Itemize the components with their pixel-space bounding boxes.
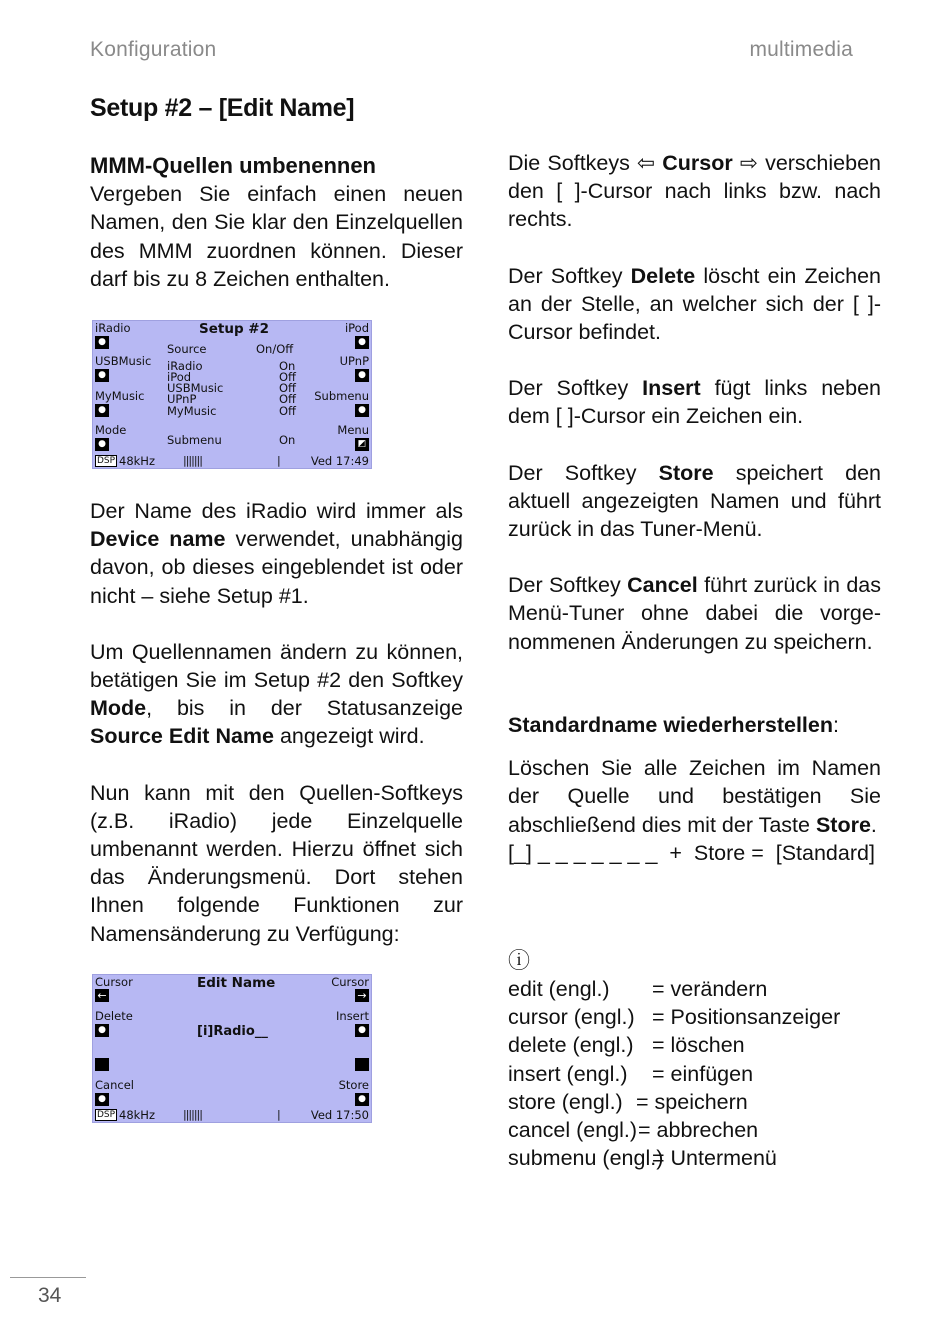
source-row-state: Off — [279, 370, 296, 384]
screen-title: Edit Name — [197, 975, 276, 991]
mode-paragraph: Um Quellennamen ändern zu können, betätigen Sie im Setup #2 den Softkey Mode, bis in der Statusanzeige Source Edit Name angezeigt wird. — [90, 639, 463, 749]
source-row-name: UPnP — [167, 392, 197, 406]
softkey-label-upnp: UPnP — [339, 354, 369, 368]
source-row-state: Off — [279, 392, 296, 406]
softkey-label-store: Store — [338, 1078, 369, 1092]
clock: Ved 17:49 — [310, 454, 369, 468]
arrow-left-icon[interactable]: ← — [95, 989, 109, 1002]
softkey-label-submenu: Submenu — [314, 389, 369, 403]
source-row-state: Off — [279, 381, 296, 395]
softkey-label-mode: Mode — [95, 423, 127, 437]
separator: | — [277, 1108, 280, 1121]
softkey-dot-icon[interactable]: ● — [95, 438, 109, 451]
section-heading: MMM-Quellen umbenennen — [90, 153, 376, 178]
submenu-label: Submenu — [167, 433, 222, 447]
standard-name-sequence: [_] _ _ _ _ _ _ _ + Store = [Standard] — [508, 840, 875, 865]
column-source: Source — [167, 342, 207, 356]
softkey-dot-icon[interactable]: ● — [95, 1093, 109, 1106]
source-row-name: iRadio — [167, 359, 203, 373]
sample-rate: 48kHz — [119, 454, 155, 468]
right-column — [508, 149, 881, 684]
edit-name-value: [i]Radio__ — [197, 1024, 268, 1039]
cursor-paragraph: Die Softkeys ⇦ Cursor ⇨ verschieben den [ ]-Cursor nach links bzw. nach rechts. — [508, 151, 881, 232]
header-brand-label: multimedia — [749, 38, 853, 61]
source-row-state: Off — [279, 404, 296, 418]
softkey-label-iradio: iRadio — [95, 321, 131, 335]
sample-rate: 48kHz — [119, 1108, 155, 1122]
screen-title: Setup #2 — [199, 321, 270, 337]
softkey-dot-icon[interactable]: ● — [355, 369, 369, 382]
arrow-right-icon[interactable]: → — [355, 989, 369, 1002]
standard-name-heading: Standardname wiederherstellen: — [508, 713, 839, 737]
dsp-badge: DSP — [97, 456, 116, 466]
source-row-state: On — [279, 359, 296, 373]
softkey-dot-icon[interactable]: ● — [95, 404, 109, 417]
softkey-dot-icon[interactable]: ● — [355, 336, 369, 349]
cancel-paragraph: Der Softkey Cancel führt zurück in das Menü-Tuner ohne dabei die vorgenommenen Änderungen zu speichern. — [508, 573, 882, 654]
info-icon: ⓘ — [508, 948, 531, 973]
softkey-blank-icon[interactable] — [355, 1058, 369, 1071]
softkey-dot-icon[interactable]: ● — [95, 369, 109, 382]
softkey-dot-icon[interactable]: ● — [355, 1024, 369, 1037]
store-paragraph: Der Softkey Store speichert den aktuell angezeigten Namen und führt zurück in das Tuner-Menü. — [508, 460, 882, 542]
source-row-name: USBMusic — [167, 381, 224, 395]
standard-name-section — [508, 711, 881, 867]
softkey-label-cancel: Cancel — [95, 1078, 134, 1092]
softkey-dot-icon[interactable]: ● — [95, 1024, 109, 1037]
submenu-state: On — [279, 433, 296, 447]
softkey-label-insert: Insert — [336, 1009, 369, 1023]
menu-icon[interactable]: ◩ — [355, 438, 369, 451]
left-column — [90, 152, 463, 321]
dsp-badge: DSP — [97, 1110, 116, 1120]
page-title: Setup #2 – [Edit Name] — [90, 94, 355, 122]
page-number: 34 — [38, 1284, 62, 1307]
softkey-label-delete: Delete — [95, 1009, 133, 1023]
level-bars: ||||||| — [183, 1108, 202, 1121]
header-section-label: Konfiguration — [90, 38, 217, 61]
softkey-dot-icon[interactable]: ● — [355, 1093, 369, 1106]
softkey-label-ipod: iPod — [344, 321, 369, 335]
intro-paragraph: Vergeben Sie einfach einen neuen Namen, den Sie klar den Einzelquellen des MMM zuordnen können. Dieser darf bis zu 8 Zeichen enthalten. — [90, 182, 463, 291]
clock: Ved 17:50 — [310, 1108, 369, 1122]
softkey-dot-icon[interactable]: ● — [95, 336, 109, 349]
standard-name-text: Löschen Sie alle Zeichen im Namen der Quelle und bestätigen Sie abschließend dies mit der Taste Store. — [508, 756, 881, 837]
delete-paragraph: Der Softkey Delete löscht ein Zeichen an der Stelle, an welcher sich der [ ]-Cursor befindet. — [508, 263, 882, 345]
arrow-right-icon: ⇨ — [739, 151, 758, 175]
softkey-label-menu: Menu — [337, 423, 369, 437]
level-bars: ||||||| — [183, 454, 202, 467]
setup2-screen — [92, 320, 372, 469]
softkey-blank-icon[interactable] — [95, 1058, 109, 1071]
left-column-2 — [90, 497, 463, 976]
insert-paragraph: Der Softkey Insert fügt links neben dem [ ]-Cursor ein Zeichen ein. — [508, 376, 881, 429]
source-row-name: iPod — [167, 370, 192, 384]
softkey-dot-icon[interactable]: ● — [355, 404, 369, 417]
footer-rule — [10, 1277, 86, 1278]
softkey-label-cursor-right: Cursor — [331, 975, 369, 989]
arrow-left-icon: ⇦ — [637, 151, 656, 175]
edit-name-screen — [92, 974, 372, 1123]
separator: | — [277, 454, 280, 467]
softkey-label-usbmusic: USBMusic — [95, 354, 152, 368]
source-row-name: MyMusic — [167, 404, 217, 418]
softkeys-paragraph: Nun kann mit den Quellen-Softkeys (z.B. iRadio) jede Einzelquelle umbenannt werden. Hierzu öffnet sich das Änderungsmenü. Dort stehen Ihnen folgende Funktionen zur Namensänderung zu Verfügung: — [90, 780, 463, 946]
softkey-label-mymusic: MyMusic — [95, 389, 145, 403]
softkey-label-cursor-left: Cursor — [95, 975, 133, 989]
device-name-paragraph: Der Name des iRadio wird immer als Device name verwendet, unabhängig davon, ob dieses eingeblendet ist oder nicht – siehe Setup #1. — [90, 499, 464, 608]
column-onoff: On/Off — [256, 342, 294, 356]
